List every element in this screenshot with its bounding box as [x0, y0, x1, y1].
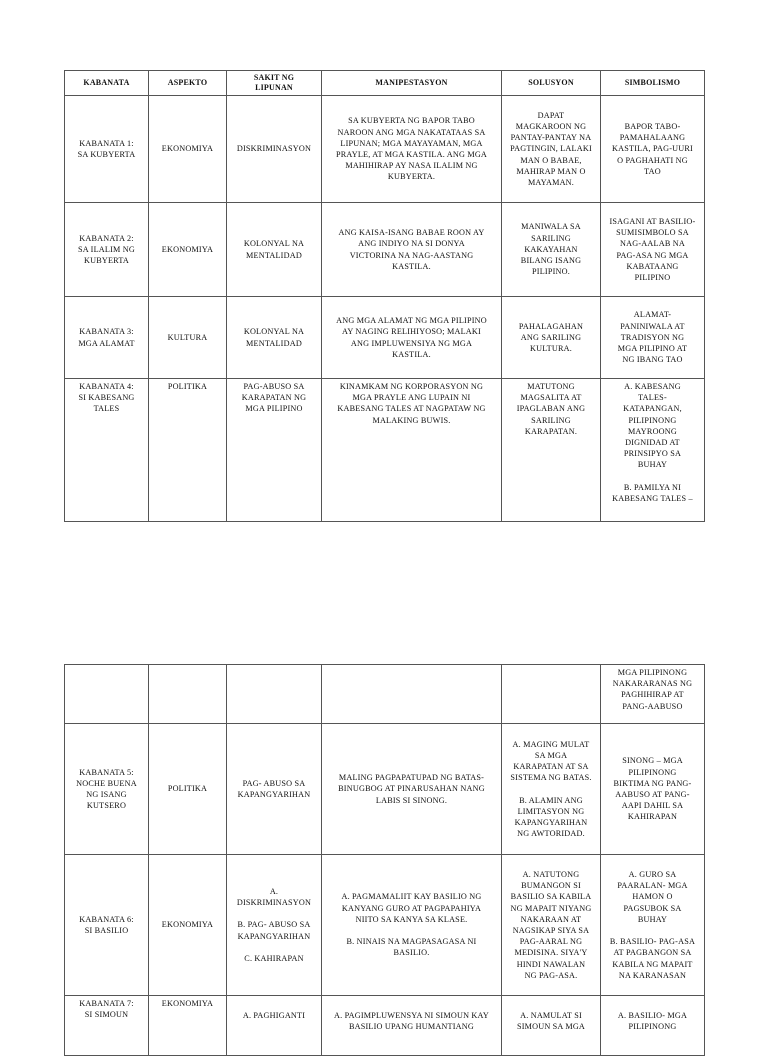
cell-aspekto: EKONOMIYA	[149, 855, 227, 996]
cell-simbolismo: ALAMAT- PANINIWALA AT TRADISYON NG MGA PILIPINO AT NG IBANG TAO	[601, 297, 705, 379]
header-simbolismo: SIMBOLISMO	[601, 71, 705, 96]
analysis-table-page-2	[64, 664, 705, 1056]
cell-simbolismo: ISAGANI AT BASILIO- SUMISIMBOLO SA NAG-AALAB NA PAG-ASA NG MGA KABATAANG PILIPINO	[601, 203, 705, 297]
cell-manipestasyon: ANG MGA ALAMAT NG MGA PILIPINO AY NAGING RELIHIYOSO; MALAKI ANG IMPLUWENSIYA NG MGA KASTILA.	[322, 297, 502, 379]
cell-aspekto: KULTURA	[149, 297, 227, 379]
cell-sakit: A. PAGHIGANTI	[227, 996, 322, 1056]
cell-sakit: PAG-ABUSO SA KARAPATAN NG MGA PILIPINO	[227, 379, 322, 522]
cell-aspekto: EKONOMIYA	[149, 996, 227, 1056]
header-aspekto: ASPEKTO	[149, 71, 227, 96]
cell-simbolismo: A. KABESANG TALES- KATAPANGAN, PILIPINONG MAYROONG DIGNIDAD AT PRINSIPYO SA BUHAY B. PAMILYA NI KABESANG TALES –	[601, 379, 705, 522]
cell-aspekto: EKONOMIYA	[149, 203, 227, 297]
table-row	[65, 724, 705, 855]
cell-solusyon: DAPAT MAGKAROON NG PANTAY-PANTAY NA PAGTINGIN, LALAKI MAN O BABAE, MAHIRAP MAN O MAYAMAN.	[502, 96, 601, 203]
cell-solusyon: PAHALAGAHAN ANG SARILING KULTURA.	[502, 297, 601, 379]
cell-aspekto: EKONOMIYA	[149, 96, 227, 203]
cell-kabanata	[65, 665, 149, 724]
cell-kabanata: KABANATA 7: SI SIMOUN	[65, 996, 149, 1056]
cell-solusyon: A. MAGING MULAT SA MGA KARAPATAN AT SA SISTEMA NG BATAS. B. ALAMIN ANG LIMITASYON NG KAPANGYARIHAN NG AWTORIDAD.	[502, 724, 601, 855]
cell-kabanata: KABANATA 2: SA ILALIM NG KUBYERTA	[65, 203, 149, 297]
cell-solusyon: MANIWALA SA SARILING KAKAYAHAN BILANG ISANG PILIPINO.	[502, 203, 601, 297]
cell-kabanata: KABANATA 6: SI BASILIO	[65, 855, 149, 996]
cell-sakit: A. DISKRIMINASYON B. PAG- ABUSO SA KAPANGYARIHAN C. KAHIRAPAN	[227, 855, 322, 996]
cell-manipestasyon	[322, 665, 502, 724]
cell-sakit	[227, 665, 322, 724]
table-row	[65, 96, 705, 203]
cell-sakit: PAG- ABUSO SA KAPANGYARIHAN	[227, 724, 322, 855]
table-row	[65, 297, 705, 379]
table-row	[65, 855, 705, 996]
analysis-table-page-1	[64, 70, 705, 522]
table-row	[65, 996, 705, 1056]
table-row	[65, 203, 705, 297]
header-kabanata: KABANATA	[65, 71, 149, 96]
cell-simbolismo: A. GURO SA PAARALAN- MGA HAMON O PAGSUBOK SA BUHAY B. BASILIO- PAG-ASA AT PAGBANGON SA KABILA NG MAPAIT NA KARANASAN	[601, 855, 705, 996]
table-row	[65, 379, 705, 522]
cell-manipestasyon: A. PAGMAMALIIT KAY BASILIO NG KANYANG GURO AT PAGPAPAHIYA NIITO SA KANYA SA KLASE. B. NINAIS NA MAGPASAGASA NI BASILIO.	[322, 855, 502, 996]
header-row	[65, 71, 705, 96]
cell-manipestasyon: MALING PAGPAPATUPAD NG BATAS- BINUGBOG AT PINARUSAHAN NANG LABIS SI SINONG.	[322, 724, 502, 855]
cell-aspekto: POLITIKA	[149, 724, 227, 855]
cell-kabanata: KABANATA 3: MGA ALAMAT	[65, 297, 149, 379]
cell-kabanata: KABANATA 1: SA KUBYERTA	[65, 96, 149, 203]
header-sakit-ng-lipunan: SAKIT NG LIPUNAN	[227, 71, 322, 96]
cell-sakit: DISKRIMINASYON	[227, 96, 322, 203]
cell-simbolismo: A. BASILIO- MGA PILIPINONG	[601, 996, 705, 1056]
cell-solusyon	[502, 665, 601, 724]
cell-manipestasyon: A. PAGIMPLUWENSYA NI SIMOUN KAY BASILIO UPANG HUMANTIANG	[322, 996, 502, 1056]
cell-manipestasyon: SA KUBYERTA NG BAPOR TABO NAROON ANG MGA NAKATATAAS SA LIPUNAN; MGA MAYAYAMAN, MGA PRAYLE, AT MGA KASTILA. ANG MGA MAHIHIRAP AY NASA ILALIM NG KUBYERTA.	[322, 96, 502, 203]
cell-solusyon: MATUTONG MAGSALITA AT IPAGLABAN ANG SARILING KARAPATAN.	[502, 379, 601, 522]
header-manipestasyon: MANIPESTASYON	[322, 71, 502, 96]
cell-simbolismo: BAPOR TABO- PAMAHALAANG KASTILA, PAG-UURI O PAGHAHATI NG TAO	[601, 96, 705, 203]
cell-sakit: KOLONYAL NA MENTALIDAD	[227, 297, 322, 379]
cell-manipestasyon: KINAMKAM NG KORPORASYON NG MGA PRAYLE ANG LUPAIN NI KABESANG TALES AT NAGPATAW NG MALAKING BUWIS.	[322, 379, 502, 522]
cell-sakit: KOLONYAL NA MENTALIDAD	[227, 203, 322, 297]
table-row	[65, 665, 705, 724]
cell-aspekto: POLITIKA	[149, 379, 227, 522]
cell-simbolismo: MGA PILIPINONG NAKARARANAS NG PAGHIHIRAP AT PANG-AABUSO	[601, 665, 705, 724]
cell-manipestasyon: ANG KAISA-ISANG BABAE ROON AY ANG INDIYO NA SI DONYA VICTORINA NA NAG-AASTANG KASTILA.	[322, 203, 502, 297]
cell-aspekto	[149, 665, 227, 724]
cell-kabanata: KABANATA 4: SI KABESANG TALES	[65, 379, 149, 522]
cell-solusyon: A. NATUTONG BUMANGON SI BASILIO SA KABILA NG MAPAIT NIYANG NAKARAAN AT NAGSIKAP SIYA SA PAG-AARAL NG MEDISINA. SIYA'Y HINDI NAWALAN NG PAG-ASA.	[502, 855, 601, 996]
cell-solusyon: A. NAMULAT SI SIMOUN SA MGA	[502, 996, 601, 1056]
header-solusyon: SOLUSYON	[502, 71, 601, 96]
cell-simbolismo: SINONG – MGA PILIPINONG BIKTIMA NG PANG- AABUSO AT PANG- AAPI DAHIL SA KAHIRAPAN	[601, 724, 705, 855]
cell-kabanata: KABANATA 5: NOCHE BUENA NG ISANG KUTSERO	[65, 724, 149, 855]
